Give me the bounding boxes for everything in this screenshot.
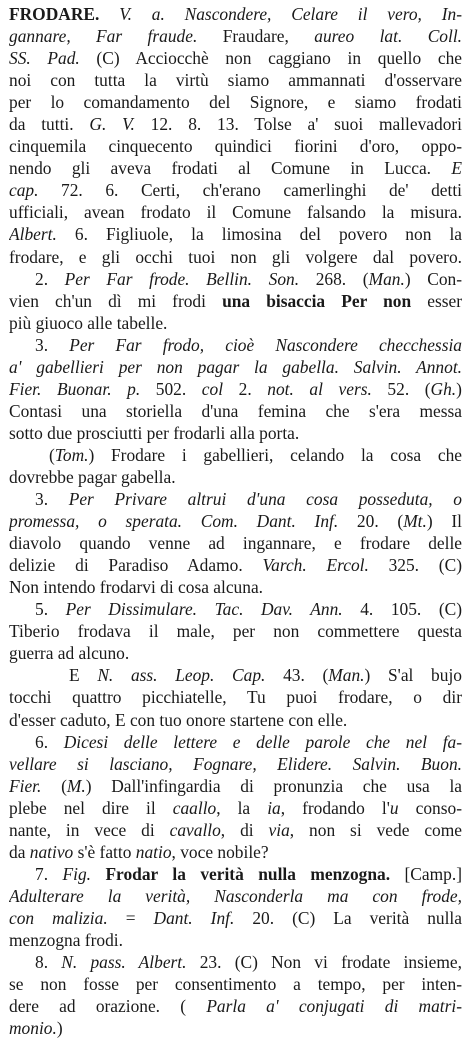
text-line: 5. Per Dissimulare. Tac. Dav. Ann. 4. 105. (C): [35, 599, 462, 620]
text-line: Albert. 6. Figliuole, la limosina del povero non la: [9, 224, 462, 245]
text-line: per lo comandamento del Signore, e siamo frodati: [9, 92, 462, 113]
text-line: gannare, Far fraude. Fraudare, aureo lat. Coll.: [9, 26, 462, 47]
text-line: 2. Per Far frode. Bellin. Son. 268. (Man.) Con-: [35, 268, 462, 289]
text-line: con malizia. = Dant. Inf. 20. (C) La verità nulla: [9, 907, 462, 928]
text-line: d'esser caduto, E con tuo onore startene con elle.: [9, 709, 348, 730]
text-line: 3. Per Far frodo, cioè Nascondere checchessia: [35, 334, 462, 355]
text-line: Fier. (M.) Dall'infingardia di pronunzia che usa la: [9, 775, 462, 796]
text-line: promessa, o sperata. Com. Dant. Inf. 20. (Mt.) Il: [9, 511, 462, 532]
text-line: da tutti. G. V. 12. 8. 13. Tolse a' suoi mallevadori: [9, 114, 462, 135]
text-line: Tiberio frodava il male, per non commettere questa: [9, 621, 462, 642]
text-line: SS. Pad. (C) Acciocchè non caggiano in quello che: [9, 48, 462, 69]
text-line: (Tom.) Frodare i gabellieri, celando la cosa che: [49, 444, 462, 465]
text-line: noi con tutta la virtù siamo ammannati d'osservare: [9, 70, 462, 91]
text-line: nante, in vece di cavallo, di via, non si vede come: [9, 819, 462, 840]
text-line: Non intendo frodarvi di cosa alcuna.: [9, 577, 264, 598]
text-line: diavolo quando venne ad ingannare, e frodare delle: [9, 533, 462, 554]
text-line: tocchi quattro picchiatelle, Tu puoi frodare, o dir: [9, 687, 462, 708]
text-line: FRODARE. V. a. Nascondere, Celare il vero, In-: [9, 4, 462, 24]
text-line: 6. Dicesi delle lettere e delle parole che nel fa-: [35, 731, 462, 752]
text-line: nendo gli aveva frodati al Comune in Lucca. E: [9, 158, 462, 179]
text-line: frodare, e gli occhi tuoi non gli volgere dal povero.: [9, 246, 462, 267]
text-line: da nativo s'è fatto natio, voce nobile?: [9, 841, 269, 862]
text-line: guerra ad alcuno.: [9, 643, 130, 664]
text-line: ufficiali, avean frodato il Comune falsando la misura.: [9, 202, 462, 223]
text-line: sotto due prosciutti per frodarli alla porta.: [9, 422, 300, 443]
text-line: delizie di Paradiso Adamo. Varch. Ercol. 325. (C): [9, 555, 462, 576]
text-line: cinquemila cinquecento quindici fiorini d'oro, oppo-: [9, 136, 462, 157]
text-line: dovrebbe pagar gabella.: [9, 466, 176, 487]
text-line: monio.): [9, 1018, 63, 1039]
text-line: dere ad orazione. ( Parla a' conjugati di matri-: [9, 996, 462, 1017]
text-line: vien ch'un dì mi frodi una bisaccia Per non esser: [9, 290, 462, 311]
text-line: a' gabellieri per non pagar la gabella. Salvin. Annot.: [9, 356, 462, 377]
text-line: 3. Per Privare altrui d'una cosa posseduta, o: [35, 489, 462, 510]
text-line: più giuoco alle tabelle.: [9, 312, 168, 333]
entry-text: [9, 3, 462, 1039]
text-line: E N. ass. Leop. Cap. 43. (Man.) S'al bujo: [69, 665, 462, 686]
text-line: plebe nel dire il caallo, la ia, frodando l'u conso-: [9, 797, 462, 818]
text-line: Contasi una storiella d'una femina che s'era messa: [9, 400, 462, 421]
text-line: Fier. Buonar. p. 502. col 2. not. al vers. 52. (Gh.): [9, 378, 462, 399]
text-line: vellare si lasciano, Fognare, Elidere. Salvin. Buon.: [9, 753, 462, 774]
text-line: menzogna frodi.: [9, 929, 123, 950]
text-line: se non fosse per consentimento a tempo, per inten-: [9, 974, 462, 995]
text-line: 8. N. pass. Albert. 23. (C) Non vi frodate insieme,: [35, 952, 462, 973]
text-line: 7. Fig. Frodar la verità nulla menzogna. [Camp.]: [35, 863, 462, 884]
text-line: cap. 72. 6. Certi, ch'erano camerlinghi de' detti: [9, 180, 462, 201]
text-line: Adulterare la verità, Nasconderla ma con frode,: [9, 885, 462, 906]
